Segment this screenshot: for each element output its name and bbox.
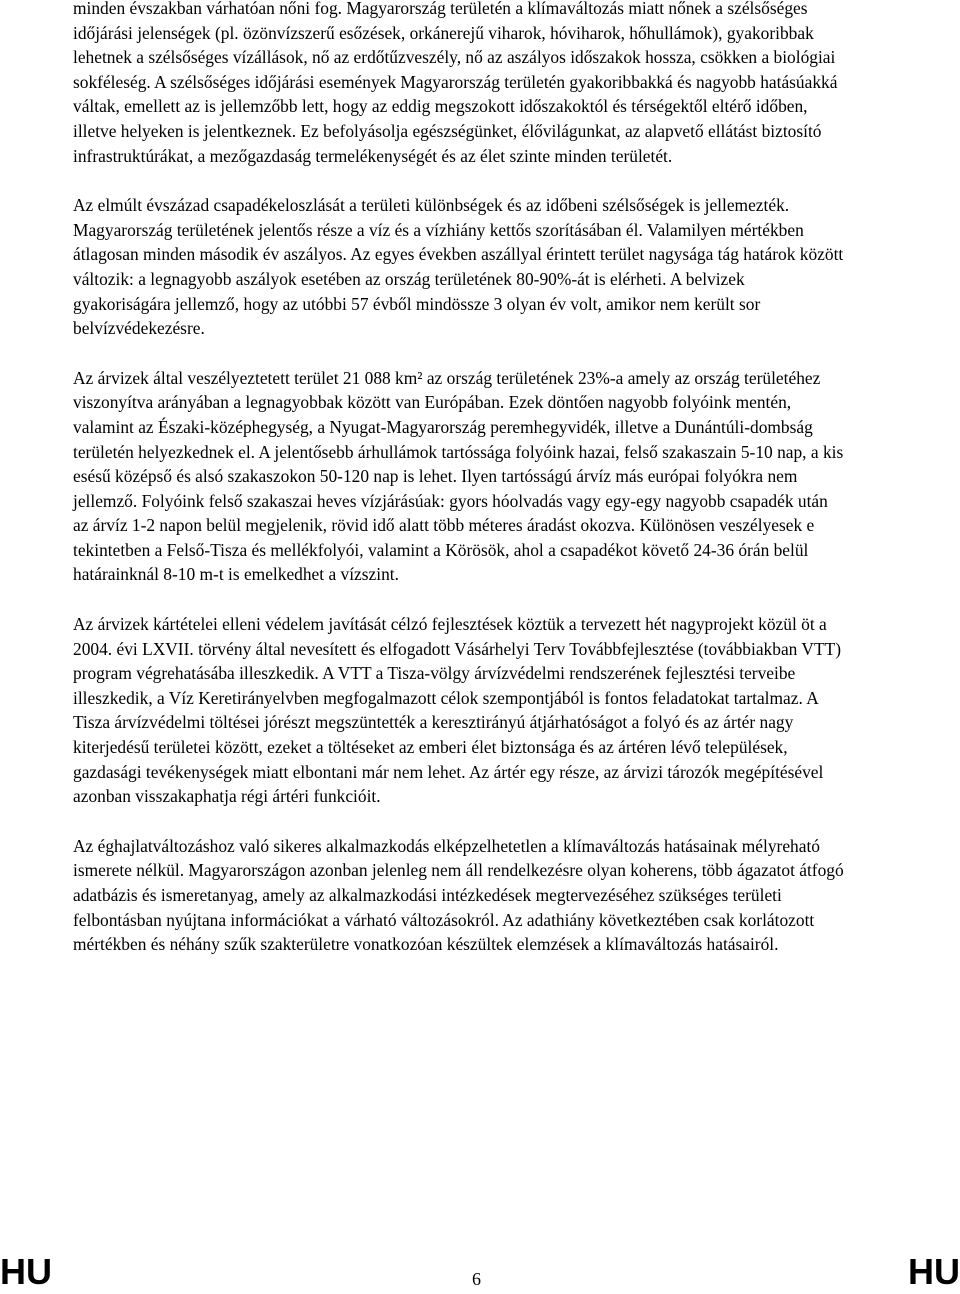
paragraph-flood-risk: Az árvizek által veszélyeztetett terület 21 088 km² az ország területének 23%-a amely az ország területéhez viszonyítva arányában a legnagyobbak között van Európában. Ezek döntően nagyobb folyóink mentén, valamint az Északi-középhegység, a Nyugat-Magyarország peremhegyvidék, illetve a Dunántúli-dombság területén helyezkednek el. A jelentősebb árhullámok tartóssága folyóink hazai, felső szakaszain 5-10 nap, a kis esésű középső és alsó szakaszokon 50-120 nap is lehet. Ilyen tartósságú árvíz más európai folyókra nem jellemző. Folyóink felső szakaszai heves vízjárásúak: gyors hóolvadás vagy egy-egy nagyobb csapadék után az árvíz 1-2 napon belül megjelenik, rövid idő alatt több méteres áradást okozva. Különösen veszélyesek e tekintetben a Felső-Tisza és mellékfolyói, valamint a Körösök, ahol a csapadékot követő 24-36 órán belül határainknál 8-10 m-t is emelkedhet a vízszint. — [73, 367, 844, 585]
page-number: 6 — [472, 1269, 481, 1289]
paragraph-adaptation-data: Az éghajlatváltozáshoz való sikeres alkalmazkodás elképzelhetetlen a klímaváltozás hatásainak mélyreható ismerete nélkül. Magyarországon azonban jelenleg nem áll rendelkezésre olyan koherens, több ágazatot átfogó adatbázis és ismeretanyag, amely az alkalmazkodási intézkedések megtervezéséhez szükséges területi felbontásban nyújtana információkat a várható változásokról. Az adathiány következtében csak korlátozott mértékben és néhány szűk szakterületre vonatkozóan készültek elemzések a klímaváltozás hatásairól. — [73, 835, 844, 955]
paragraph-climate-extremes: minden évszakban várhatóan nőni fog. Magyarország területén a klímaváltozás miatt nőnek a szélsőséges időjárási jelenségek (pl. özönvízszerű esőzések, orkánerejű viharok, hóviharok, hőhullámok), gyakoribbak lehetnek a szélsőséges vízállások, nő az erdőtűzveszély, nő az aszályos időszakok hossza, csökken a biológiai sokféleség. A szélsőséges időjárási események Magyarország területén gyakoribbakká és nagyobb hatásúakká váltak, emellett az is jellemzőbb lett, hogy az eddig megszokott időszakoktól és térségektől eltérő időben, illetve helyeken is jelentkeznek. Ez befolyásolja egészségünket, élővilágunkat, az alapvető ellátást biztosító infrastruktúrákat, a mezőgazdaság termelékenységét és az élet szinte minden területét. — [73, 0, 838, 166]
paragraph-flood-protection-vtt: Az árvizek kártételei elleni védelem javítását célzó fejlesztések köztük a tervezett hét nagyprojekt közül öt a 2004. évi LXVII. törvény által nevesített és elfogadott Vásárhelyi Terv Továbbfejlesztése (továbbiakban VTT) program végrehatásába illeszkedik. A VTT a Tisza-völgy árvízvédelmi rendszerének fejlesztési terveibe illeszkedik, a Víz Keretirányelvben megfogalmazott célok szempontjából is fontos feladatokat tartalmaz. A Tisza árvízvédelmi töltései jórészt megszüntették a keresztirányú átjárhatóságot a folyó és az ártér nagy kiterjedésű területei között, ezeket a töltéseket az emberi élet biztonsága és az ártéren lévő települések, gazdasági tevékenységek miatt elbontani már nem lehet. Az ártér egy része, az árvizi tározók megépítésével azonban visszakaphatja régi ártéri funkcióit. — [73, 614, 841, 807]
language-mark-right: HU — [908, 1251, 960, 1292]
document-body — [73, 0, 845, 982]
paragraph-precipitation-drought: Az elmúlt évszázad csapadékeloszlását a területi különbségek és az időbeni szélsőségek is jellemezték. Magyarország területének jelentős része a víz és a vízhiány kettős szorításában él. Valamilyen mértékben átlagosan minden második év aszályos. Az egyes években aszállyal érintett terület nagysága tág határok között változik: a legnagyobb aszályok esetében az ország területének 80-90%-át is elérheti. A belvizek gyakoriságára jellemző, hogy az utóbbi 57 évből mindössze 3 olyan év volt, amikor nem került sor belvízvédekezésre. — [73, 195, 844, 339]
language-mark-left: HU — [0, 1251, 52, 1292]
page-footer — [0, 1251, 960, 1294]
